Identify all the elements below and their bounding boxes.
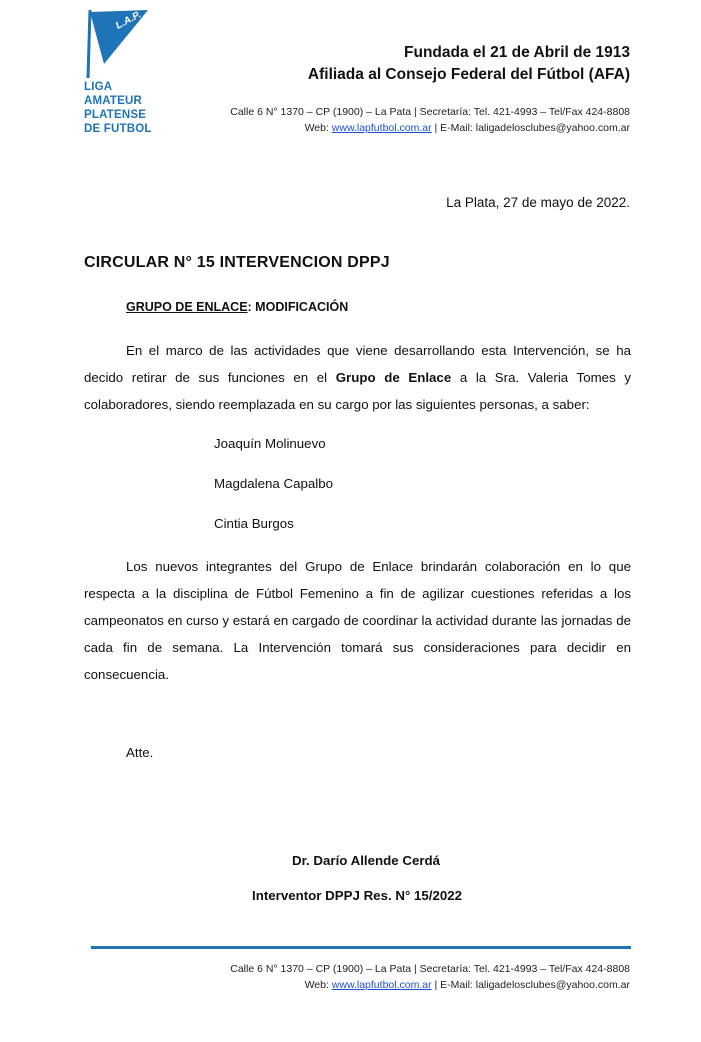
closing: Atte. [126,745,154,760]
footer-web-email [305,979,630,991]
header-web-email [305,122,630,134]
logo-line: PLATENSE [84,109,147,121]
web-label: Web: [304,979,332,991]
logo-flag-text: L.A.P. [114,9,144,32]
founded-line: Fundada el 21 de Abril de 1913 [404,44,630,61]
email-text: | E-Mail: laligadelosclubes@yahoo.com.ar [431,979,630,991]
document-date: La Plata, 27 de mayo de 2022. [446,195,630,210]
paragraph-intro [84,337,631,418]
signature-title: Interventor DPPJ Res. N° 15/2022 [252,888,463,903]
person-name: Magdalena Capalbo [214,476,334,491]
subtitle-rest: : MODIFICACIÓN [247,300,349,314]
paragraph-details [84,553,631,688]
person-name: Cintia Burgos [214,516,294,531]
subtitle-underlined: GRUPO DE ENLACE [126,300,248,314]
footer-divider [91,946,631,949]
paragraph-details-text: Los nuevos integrantes del Grupo de Enlace brindarán colaboración en lo que respecta a la disciplina de Fútbol Femenino a fin de agilizar cuestiones referidas a los campeonatos en curso y estará en cargado de coordinar la actividad durante las jornadas de cada fin de semana. La Intervención tomará sus consideraciones para decidir en consecuencia. [84,559,631,682]
email-text: | E-Mail: laligadelosclubes@yahoo.com.ar [431,122,630,134]
signature-name: Dr. Darío Allende Cerdá [292,853,441,868]
affiliated-line: Afiliada al Consejo Federal del Fútbol (AFA) [307,66,630,83]
footer-address: Calle 6 N° 1370 – CP (1900) – La Pata | Secretaría: Tel. 421-4993 – Tel/Fax 424-8808 [230,963,630,975]
logo-wordmark [84,80,152,136]
website-link[interactable]: www.lapfutbol.com.ar [331,122,432,134]
league-logo [84,8,164,144]
website-link[interactable]: www.lapfutbol.com.ar [331,979,432,991]
paragraph-intro-part2: a la Sra. Valeria Tomes y colaboradores, siendo reemplazada en su cargo por las siguientes personas, a saber: [84,370,631,412]
logo-line: LIGA [84,81,113,93]
logo-line: DE FUTBOL [84,123,152,135]
paragraph-intro-bold: Grupo de Enlace [335,370,452,385]
subtitle [126,300,348,314]
web-label: Web: [304,122,332,134]
logo-line: AMATEUR [84,95,143,107]
header-address: Calle 6 N° 1370 – CP (1900) – La Pata | Secretaría: Tel. 421-4993 – Tel/Fax 424-8808 [230,106,630,118]
circular-title: CIRCULAR N° 15 INTERVENCION DPPJ [84,254,390,271]
paragraph-intro-part1: En el marco de las actividades que viene desarrollando esta Intervención, se ha decido retirar de sus funciones en el [84,343,631,385]
person-name: Joaquín Molinuevo [214,436,326,451]
